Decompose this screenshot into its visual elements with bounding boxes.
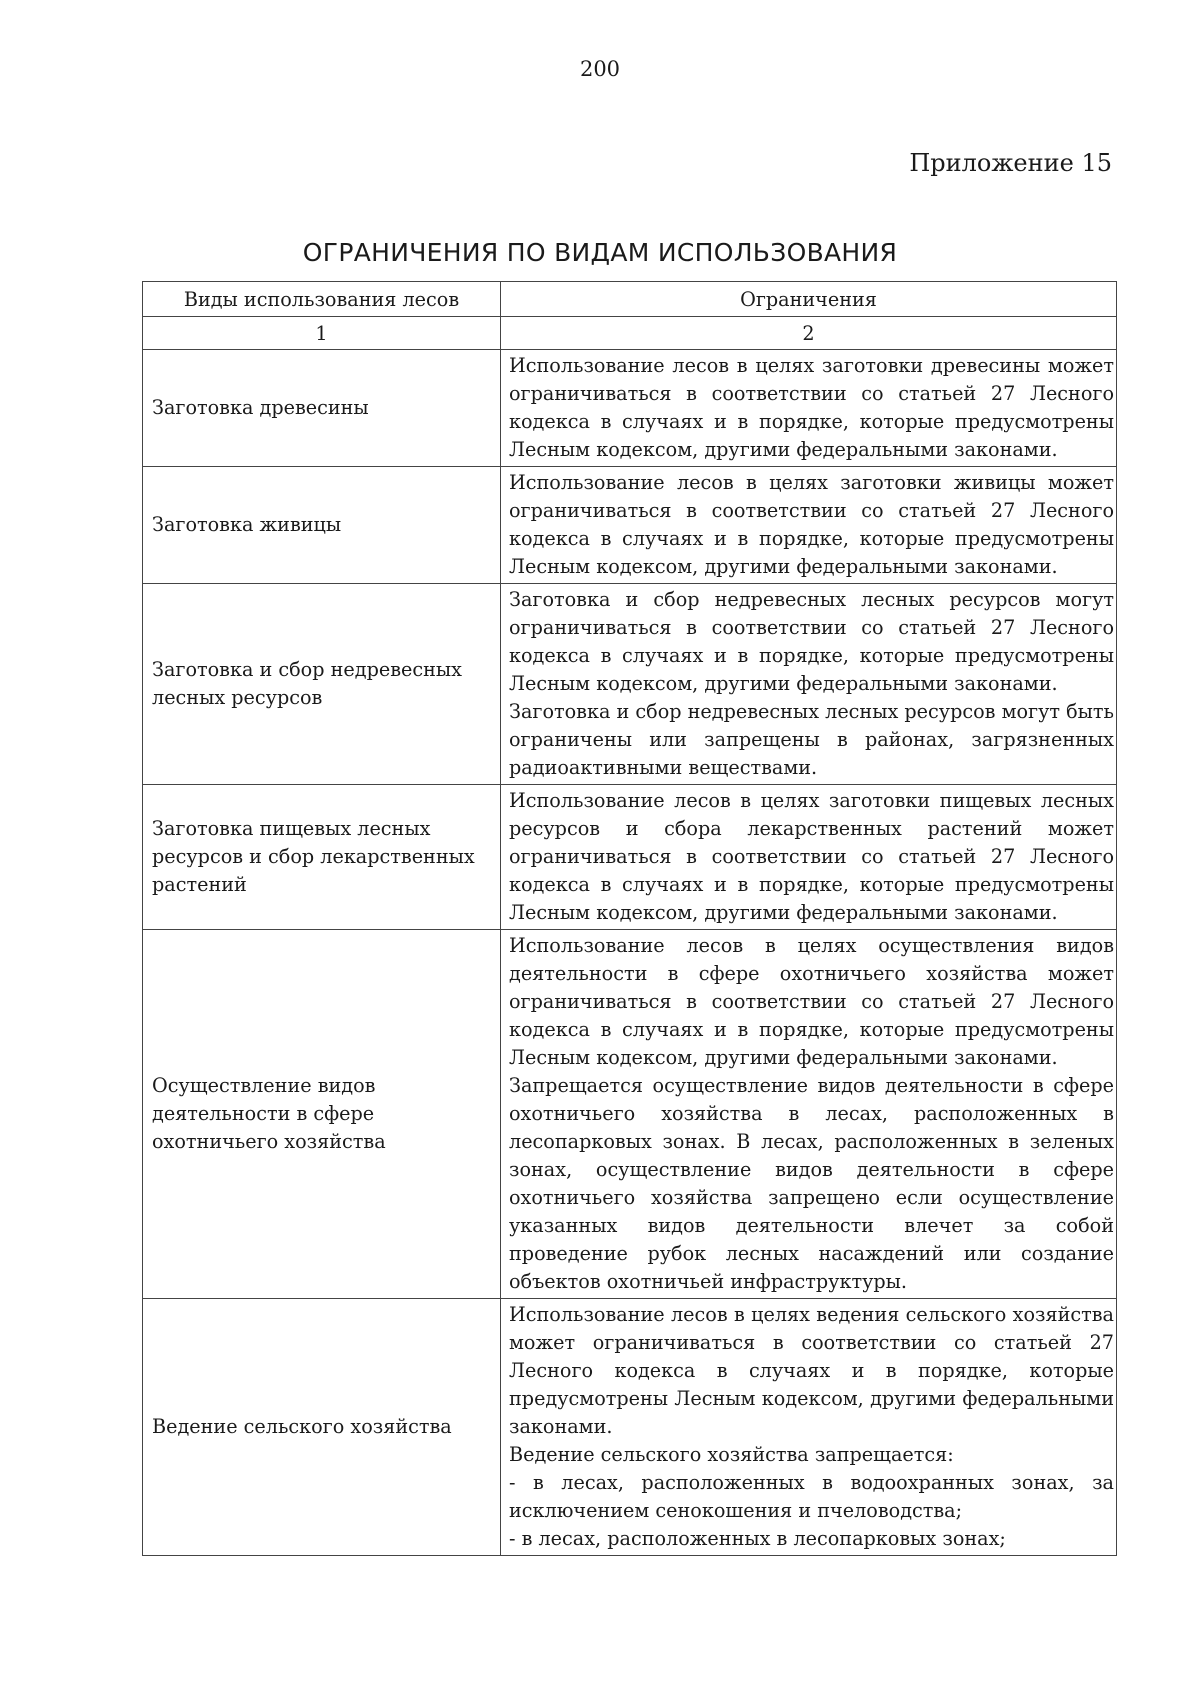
restriction-paragraph: Запрещается осуществление видов деятельности в сфере охотничьего хозяйства в лесах, расположенных в лесопарковых зонах. В лесах, расположенных в зеленых зонах, осуществление видов деятельности в сфере охотничьего хозяйства запрещено если осуществление указанных видов деятельности влечет за собой проведение рубок лесных насаждений или создание объектов охотничьей инфраструктуры.	[509, 1074, 1114, 1293]
restriction-cell	[501, 785, 1117, 930]
restriction-paragraph: - в лесах, расположенных в лесопарковых зонах;	[509, 1527, 1006, 1550]
usage-kind-cell: Заготовка древесины	[143, 350, 501, 467]
restriction-paragraph: Заготовка и сбор недревесных лесных ресурсов могут ограничиваться в соответствии со статьей 27 Лесного кодекса в случаях и в порядке, которые предусмотрены Лесным кодексом, другими федеральными законами.	[509, 588, 1114, 695]
column-number-1: 1	[143, 317, 501, 350]
column-number-row	[143, 317, 1117, 350]
restriction-cell	[501, 1299, 1117, 1556]
restriction-cell	[501, 584, 1117, 785]
document-title: ОГРАНИЧЕНИЯ ПО ВИДАМ ИСПОЛЬЗОВАНИЯ	[302, 238, 898, 267]
table-header-row	[143, 282, 1117, 317]
column-header-limits: Ограничения	[501, 282, 1117, 317]
restrictions-table	[142, 281, 1117, 1556]
restriction-paragraph: Использование лесов в целях заготовки пищевых лесных ресурсов и сбора лекарственных растений может ограничиваться в соответствии со статьей 27 Лесного кодекса в случаях и в порядке, которые предусмотрены Лесным кодексом, другими федеральными законами.	[509, 789, 1114, 924]
usage-kind-cell: Ведение сельского хозяйства	[143, 1299, 501, 1556]
restriction-paragraph: Использование лесов в целях заготовки древесины может ограничиваться в соответствии со статьей 27 Лесного кодекса в случаях и в порядке, которые предусмотрены Лесным кодексом, другими федеральными законами.	[509, 354, 1114, 461]
restriction-cell	[501, 930, 1117, 1299]
restriction-cell	[501, 467, 1117, 584]
table-row	[143, 785, 1117, 930]
table-row	[143, 1299, 1117, 1556]
usage-kind-cell: Заготовка и сбор недревесных лесных ресурсов	[143, 584, 501, 785]
restriction-paragraph: Ведение сельского хозяйства запрещается:	[509, 1443, 954, 1466]
usage-kind-cell: Заготовка пищевых лесных ресурсов и сбор лекарственных растений	[143, 785, 501, 930]
column-header-kind: Виды использования лесов	[143, 282, 501, 317]
restriction-paragraph: - в лесах, расположенных в водоохранных зонах, за исключением сенокошения и пчеловодства;	[509, 1471, 1114, 1522]
page-number: 200	[579, 57, 621, 81]
restriction-paragraph: Заготовка и сбор недревесных лесных ресурсов могут быть ограничены или запрещены в районах, загрязненных радиоактивными веществами.	[509, 700, 1114, 779]
table-row	[143, 584, 1117, 785]
restriction-cell	[501, 350, 1117, 467]
usage-kind-cell: Осуществление видов деятельности в сфере охотничьего хозяйства	[143, 930, 501, 1299]
table-row	[143, 350, 1117, 467]
appendix-label: Приложение 15	[909, 149, 1112, 177]
column-number-2: 2	[501, 317, 1117, 350]
usage-kind-cell: Заготовка живицы	[143, 467, 501, 584]
restrictions-table-container	[142, 281, 1116, 1556]
restriction-paragraph: Использование лесов в целях осуществления видов деятельности в сфере охотничьего хозяйства может ограничиваться в соответствии со статьей 27 Лесного кодекса в случаях и в порядке, которые предусмотрены Лесным кодексом, другими федеральными законами.	[509, 934, 1114, 1069]
table-row	[143, 930, 1117, 1299]
restriction-paragraph: Использование лесов в целях заготовки живицы может ограничиваться в соответствии со статьей 27 Лесного кодекса в случаях и в порядке, которые предусмотрены Лесным кодексом, другими федеральными законами.	[509, 471, 1114, 578]
restriction-paragraph: Использование лесов в целях ведения сельского хозяйства может ограничиваться в соответствии со статьей 27 Лесного кодекса в случаях и в порядке, которые предусмотрены Лесным кодексом, другими федеральными законами.	[509, 1303, 1114, 1438]
table-row	[143, 467, 1117, 584]
